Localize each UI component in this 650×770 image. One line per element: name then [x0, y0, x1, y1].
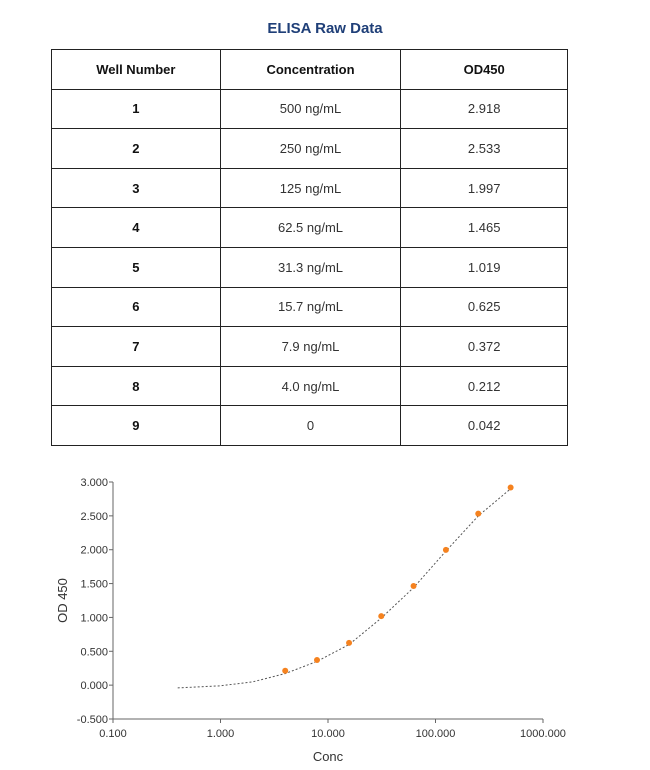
od450-cell: 2.533 [401, 129, 568, 169]
x-tick-label: 1.000 [206, 728, 235, 740]
well-number-cell: 9 [52, 406, 221, 446]
x-tick-label: 100.000 [415, 728, 456, 740]
concentration-cell: 31.3 ng/mL [220, 247, 401, 287]
concentration-cell: 250 ng/mL [220, 129, 401, 169]
od450-cell: 0.625 [401, 287, 568, 327]
concentration-cell: 7.9 ng/mL [220, 327, 401, 367]
data-point [378, 613, 384, 619]
y-tick-label: 0.000 [80, 680, 108, 693]
y-tick-label: 1.000 [80, 612, 108, 625]
y-axis-label: OD 450 [55, 578, 70, 623]
data-point [475, 511, 481, 517]
well-number-cell: 5 [52, 247, 221, 287]
table-header-row [52, 50, 568, 90]
table-row [52, 208, 568, 248]
od450-cell: 1.997 [401, 168, 568, 208]
od450-cell: 0.372 [401, 327, 568, 367]
table-row [52, 287, 568, 327]
concentration-cell: 500 ng/mL [220, 89, 401, 129]
well-number-cell: 4 [52, 208, 221, 248]
well-number-cell: 8 [52, 366, 221, 406]
table-row [52, 327, 568, 367]
data-point [411, 583, 417, 589]
concentration-cell: 0 [220, 406, 401, 446]
od450-cell: 2.918 [401, 89, 568, 129]
y-tick-label: 0.500 [80, 646, 108, 659]
header-od450: OD450 [401, 50, 568, 90]
chart-title: ELISA Raw Data [267, 20, 383, 37]
y-tick-label: 2.000 [80, 544, 108, 557]
concentration-cell: 125 ng/mL [220, 168, 401, 208]
table-row [52, 247, 568, 287]
od450-cell: 1.465 [401, 208, 568, 248]
data-point [346, 640, 352, 646]
table-row [52, 366, 568, 406]
data-point [282, 668, 288, 674]
x-tick-label: 1000.000 [520, 728, 566, 740]
concentration-cell: 15.7 ng/mL [220, 287, 401, 327]
table-row [52, 168, 568, 208]
data-point [443, 547, 449, 553]
elisa-data-table [51, 49, 568, 446]
x-tick-label: 0.100 [99, 728, 127, 740]
table-row [52, 406, 568, 446]
concentration-cell: 62.5 ng/mL [220, 208, 401, 248]
header-concentration: Concentration [220, 50, 401, 90]
od450-cell: 1.019 [401, 247, 568, 287]
data-point [508, 485, 514, 491]
well-number-cell: 7 [52, 327, 221, 367]
y-tick-label: -0.500 [76, 714, 108, 726]
y-tick-label: 3.000 [80, 477, 108, 489]
standard-curve-chart [0, 470, 650, 770]
table-row [52, 129, 568, 169]
od450-cell: 0.042 [401, 406, 568, 446]
concentration-cell: 4.0 ng/mL [220, 366, 401, 406]
x-tick-label: 10.000 [311, 728, 345, 740]
table-row [52, 89, 568, 129]
fit-curve-line [178, 489, 511, 688]
well-number-cell: 1 [52, 89, 221, 129]
y-tick-label: 1.500 [80, 578, 108, 591]
data-point [314, 657, 320, 663]
well-number-cell: 3 [52, 168, 221, 208]
well-number-cell: 2 [52, 129, 221, 169]
x-axis-label: Conc [312, 749, 344, 764]
y-tick-label: 2.500 [80, 510, 108, 523]
well-number-cell: 6 [52, 287, 221, 327]
od450-cell: 0.212 [401, 366, 568, 406]
header-well-number: Well Number [52, 50, 221, 90]
